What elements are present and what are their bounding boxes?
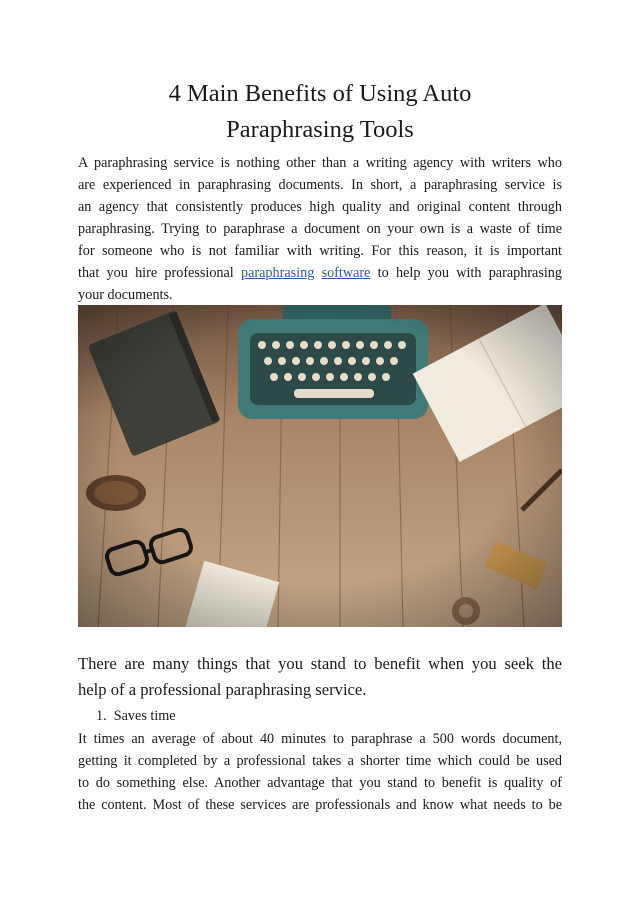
intro-line: for someone who is not familiar with writing. For this reason, it is important	[78, 243, 562, 259]
desk-photo	[78, 305, 562, 627]
intro-line: A paraphrasing service is nothing other than a writing agency with writers who	[78, 155, 562, 171]
intro-text: that you hire professional	[78, 265, 242, 281]
intro-line: your documents.	[78, 287, 173, 303]
page-title	[78, 76, 562, 148]
title-line-1: 4 Main Benefits of Using Auto	[168, 80, 472, 107]
intro-line: an agency that consistently produces high quality and original content through	[78, 199, 562, 215]
list-label: Saves time	[113, 708, 176, 724]
title-line-2: Paraphrasing Tools	[226, 116, 414, 143]
saves-time-paragraph	[78, 728, 562, 816]
intro-line: are experienced in paraphrasing documents. In short, a paraphrasing service is	[78, 177, 562, 193]
intro-line-with-links	[78, 262, 562, 284]
list-number: 1.	[96, 708, 107, 724]
saves-time-line: getting it completed by a professional takes a shorter time which could be used	[78, 753, 562, 769]
benefit-intro-paragraph	[78, 651, 562, 703]
saves-time-line: the content. Most of these services are professionals and know what needs to be	[78, 797, 562, 813]
saves-time-line: It times an average of about 40 minutes to paraphrase a 500 words document,	[78, 731, 562, 747]
software-link[interactable]: software	[321, 265, 371, 281]
paraphrasing-link[interactable]: paraphrasing	[241, 265, 315, 281]
benefit-intro-line: There are many things that you stand to benefit when you seek the	[78, 654, 562, 673]
list-item-saves-time	[96, 706, 176, 726]
benefit-intro-line: help of a professional paraphrasing service.	[78, 680, 367, 699]
saves-time-line: to do something else. Another advantage that you stand to benefit is quality of	[78, 775, 562, 791]
intro-text: to help you with paraphrasing	[370, 265, 562, 281]
intro-paragraph	[78, 152, 562, 306]
intro-line: paraphrasing. Trying to paraphrase a document on your own is a waste of time	[78, 221, 562, 237]
